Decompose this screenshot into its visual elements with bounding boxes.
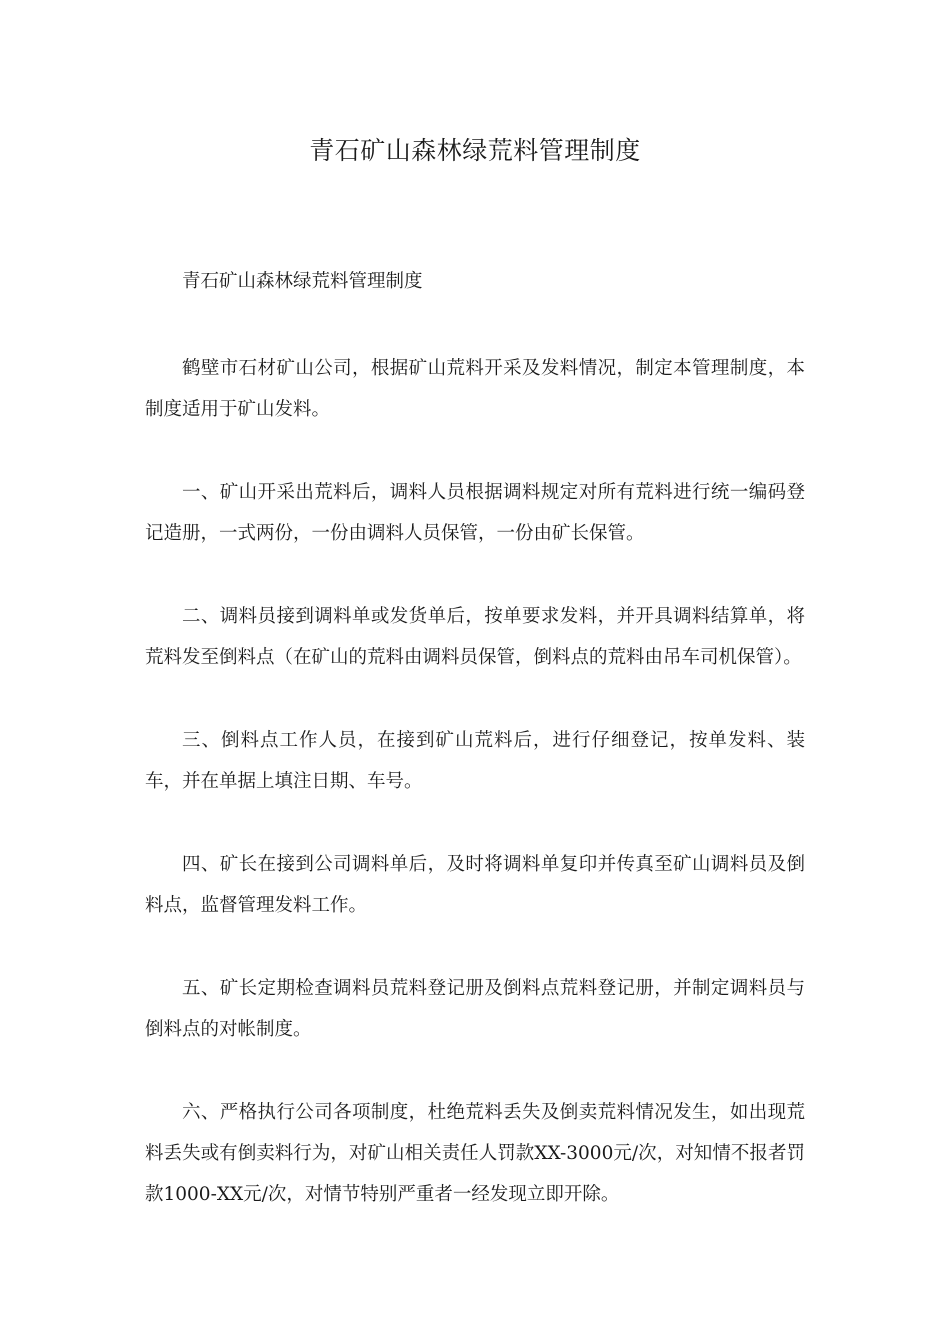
paragraph-subtitle: 青石矿山森林绿荒料管理制度 [182,271,423,292]
paragraph-item-1: 一、矿山开采出荒料后，调料人员根据调料规定对所有荒料进行统一编码登记造册，一式两份，一份由调料人员保管，一份由矿长保管。 [145,482,805,544]
document-body [145,261,805,1257]
paragraph-item-6: 六、严格执行公司各项制度，杜绝荒料丢失及倒卖荒料情况发生，如出现荒料丢失或有倒卖料行为，对矿山相关责任人罚款XX-3000元/次，对知情不报者罚款1000-XX元/次，对情节特别严重者一经发现立即开除。 [145,1102,805,1205]
paragraph-item-5: 五、矿长定期检查调料员荒料登记册及倒料点荒料登记册，并制定调料员与倒料点的对帐制度。 [145,978,805,1040]
paragraph-intro: 鹤壁市石材矿山公司，根据矿山荒料开采及发料情况，制定本管理制度，本制度适用于矿山发料。 [145,358,805,420]
paragraph-item-3: 三、倒料点工作人员，在接到矿山荒料后，进行仔细登记，按单发料、装车，并在单据上填注日期、车号。 [145,730,805,792]
paragraph-item-4: 四、矿长在接到公司调料单后，及时将调料单复印并传真至矿山调料员及倒料点，监督管理发料工作。 [145,854,805,916]
paragraph-item-2: 二、调料员接到调料单或发货单后，按单要求发料，并开具调料结算单，将荒料发至倒料点（在矿山的荒料由调料员保管，倒料点的荒料由吊车司机保管）。 [145,606,805,668]
document-title: 青石矿山森林绿荒料管理制度 [309,136,641,165]
